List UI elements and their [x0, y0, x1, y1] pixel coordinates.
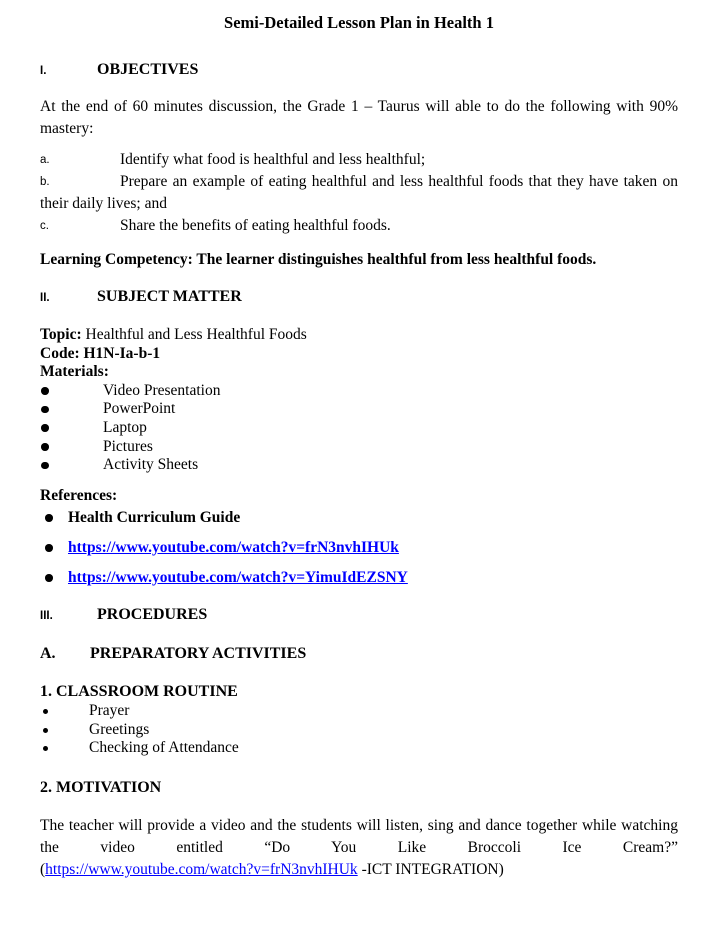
part-marker: A. — [40, 645, 56, 663]
objective-text: Identify what food is healthful and less healthful; — [120, 151, 426, 168]
section-heading-label: PROCEDURES — [97, 606, 208, 624]
objective-text: Prepare an example of eating healthful and less healthful foods that they have taken on their daily lives; and — [40, 173, 678, 212]
routine-label: Prayer — [89, 702, 130, 720]
objective-item-b — [40, 171, 678, 215]
motivation-text-after: -ICT INTEGRATION) — [357, 861, 504, 879]
motivation-heading: 2. MOTIVATION — [40, 779, 162, 797]
objective-text: Share the benefits of eating healthful foods. — [120, 217, 391, 234]
list-item — [40, 400, 678, 419]
routine-list — [40, 702, 678, 758]
objective-item-a — [40, 149, 678, 171]
topic-value: Healthful and Less Healthful Foods — [85, 326, 307, 343]
list-item — [40, 702, 678, 721]
youtube-link-1[interactable]: https://www.youtube.com/watch?v=frN3nvhIHUk — [68, 539, 399, 557]
motivation-paragraph — [40, 815, 678, 881]
list-marker: c. — [40, 220, 49, 232]
list-item — [40, 507, 678, 529]
routine-label: Greetings — [89, 720, 150, 738]
objective-item-c — [40, 215, 678, 237]
bullet-icon — [41, 443, 49, 451]
material-label: PowerPoint — [103, 400, 176, 418]
topic-label: Topic: — [40, 326, 82, 343]
list-item — [40, 382, 678, 401]
bullet-icon — [45, 514, 53, 522]
list-marker: a. — [40, 154, 50, 166]
part-heading-label: PREPARATORY ACTIVITIES — [90, 645, 307, 663]
code-line: Code: H1N-Ia-b-1 — [40, 344, 161, 362]
list-item — [40, 739, 678, 758]
bullet-icon — [41, 387, 49, 395]
reference-guide: Health Curriculum Guide — [68, 509, 241, 527]
bullet-icon — [43, 709, 48, 714]
list-item — [40, 721, 678, 740]
bullet-icon — [41, 406, 49, 414]
routine-label: Checking of Attendance — [89, 739, 239, 757]
objectives-intro: At the end of 60 minutes discussion, the Grade 1 – Taurus will able to do the following with 90% mastery: — [40, 98, 678, 137]
objectives-list — [40, 149, 678, 237]
bullet-icon — [43, 728, 48, 733]
page-title: Semi-Detailed Lesson Plan in Health 1 — [224, 13, 494, 32]
section-marker: I. — [40, 65, 47, 77]
classroom-routine-heading: 1. CLASSROOM ROUTINE — [40, 683, 238, 701]
section-heading-label: SUBJECT MATTER — [97, 288, 242, 305]
material-label: Laptop — [103, 418, 147, 436]
list-item — [40, 438, 678, 457]
material-label: Video Presentation — [103, 381, 221, 399]
materials-list — [40, 382, 678, 476]
list-item — [40, 567, 678, 589]
youtube-link-2[interactable]: https://www.youtube.com/watch?v=YimuIdEZSNY — [68, 569, 408, 587]
list-item — [40, 537, 678, 559]
materials-label: Materials: — [40, 363, 109, 380]
section-heading-objectives — [40, 60, 678, 81]
references-list — [40, 507, 678, 589]
list-marker: b. — [40, 176, 50, 188]
section-heading-procedures — [40, 605, 678, 626]
motivation-youtube-link[interactable]: https://www.youtube.com/watch?v=frN3nvhIHUk — [45, 861, 358, 879]
part-a-heading — [40, 644, 678, 664]
list-item — [40, 419, 678, 438]
motivation-text: The teacher will provide a video and the students will listen, sing and dance together while watching the video entitled “Do You Like Broccoli Ice Cream?” ( — [40, 817, 678, 879]
section-heading-label: OBJECTIVES — [97, 61, 199, 78]
bullet-icon — [41, 462, 49, 470]
section-heading-subject-matter — [40, 287, 678, 308]
material-label: Activity Sheets — [103, 456, 199, 474]
section-marker: III. — [40, 610, 53, 623]
list-item — [40, 456, 678, 475]
learning-competency: Learning Competency: The learner distinguishes healthful from less healthful foods. — [40, 251, 597, 268]
material-label: Pictures — [103, 437, 153, 455]
bullet-icon — [43, 746, 48, 751]
subject-matter-meta — [40, 326, 678, 382]
section-marker: II. — [40, 292, 50, 304]
bullet-icon — [41, 424, 49, 432]
bullet-icon — [45, 574, 53, 582]
topic-line — [40, 326, 678, 345]
bullet-icon — [45, 544, 53, 552]
references-label: References: — [40, 487, 118, 505]
